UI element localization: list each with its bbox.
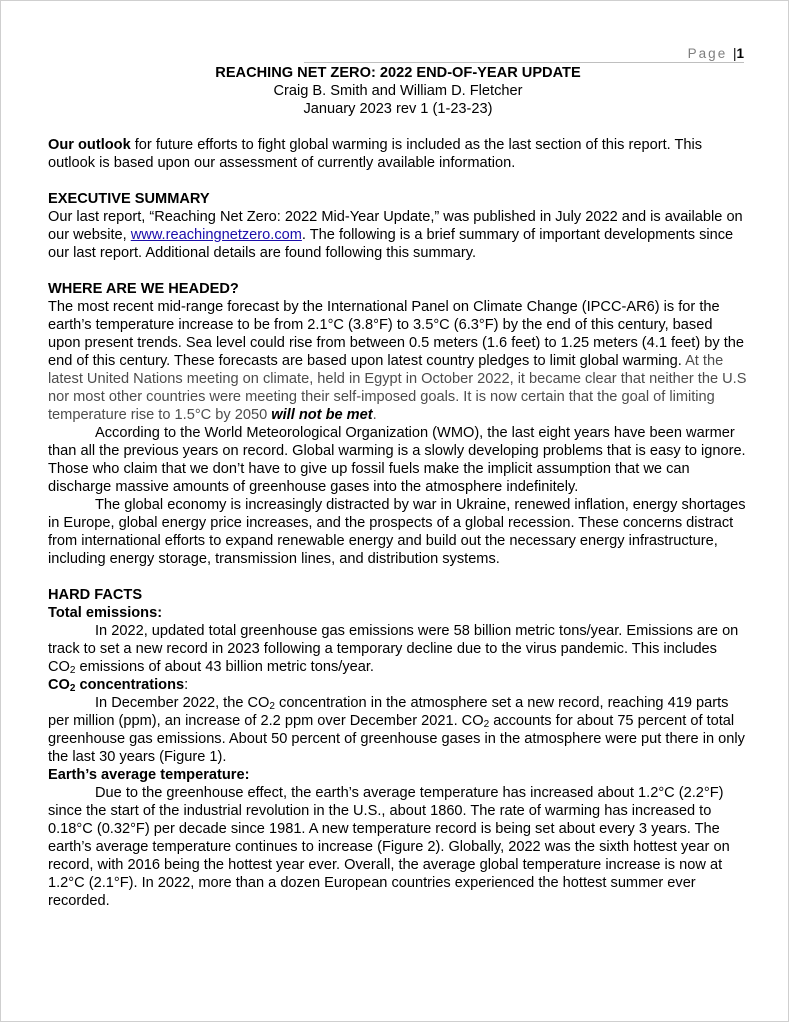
where-headed-paragraph-2: According to the World Meteorological Organization (WMO), the last eight years have been warmer than all the previous years on record. Global warming is a slowly developing problems that is easy to ignore. Those who claim that we don’t have to give up fossil fuels make the implicit assumption that we can discharge massive amounts of greenhouse gases into the atmosphere indefinitely.	[48, 425, 746, 495]
document-date: January 2023 rev 1 (1-23-23)	[303, 101, 493, 117]
temperature-heading: Earth’s average temperature:	[48, 767, 250, 783]
total-emissions-text-end: emissions of about 43 billion metric tons/year.	[75, 659, 374, 675]
subscript: 2	[269, 701, 275, 712]
hard-facts-heading: HARD FACTS	[48, 587, 143, 603]
website-link[interactable]: www.reachingnetzero.com	[130, 227, 302, 243]
co2-paragraph	[48, 694, 748, 766]
co2-text-b: concentration in the atmosphere set a new record, reaching 419 parts per million (ppm), an increase of 2.2 ppm over December 2021. CO	[48, 695, 729, 729]
page-separator: |	[732, 46, 737, 61]
document-authors: Craig B. Smith and William D. Fletcher	[273, 83, 523, 99]
page-number: 1	[736, 46, 744, 61]
exec-text-after-link: . The following is a brief summary of important developments since our last report. Additional details are found following this summary.	[48, 227, 734, 261]
outlook-lead: Our outlook	[48, 137, 131, 153]
page-number-header	[304, 46, 744, 63]
where-headed-paragraph-1	[48, 298, 748, 424]
where-headed-heading: WHERE ARE WE HEADED?	[48, 281, 239, 297]
subscript: 2	[69, 683, 76, 694]
will-not-be-met-emphasis: will not be met	[271, 407, 373, 423]
executive-summary-heading: EXECUTIVE SUMMARY	[48, 191, 210, 207]
outlook-paragraph	[48, 136, 748, 172]
document-body	[48, 64, 748, 910]
temperature-paragraph: Due to the greenhouse effect, the earth’s average temperature has increased about 1.2°C (2.2°F) since the start of the industrial revolution in the U.S., about 1860. The rate of warming has increased to 0.18°C (0.32°F) per decade since 1981. A new temperature record is being set about every 3 years. The earth’s average temperature continues to increase (Figure 2). Globally, 2022 was the sixth hottest year on record, with 2016 being the hottest year ever. Overall, the average global temperature increase is now at 1.2°C (2.1°F). In 2022, more than a dozen European countries experienced the hottest summer ever recorded.	[48, 785, 730, 909]
where-headed-paragraph-3: The global economy is increasingly distracted by war in Ukraine, renewed inflation, energy shortages in Europe, global energy price increases, and the prospects of a global recession. These concerns distract from international efforts to expand renewable energy and build out the necessary energy infrastructure, including energy storage, transmission lines, and distribution systems.	[48, 497, 746, 567]
subscript: 2	[69, 665, 76, 676]
co2-text-c: accounts for about 75 percent of total greenhouse gas emissions. About 50 percent of greenhouse gases in the atmosphere were put there in only the last 30 years (Figure 1).	[48, 713, 745, 765]
total-emissions-paragraph	[48, 622, 748, 676]
title-block	[48, 64, 748, 118]
page-label: Page	[687, 46, 728, 61]
document-title: REACHING NET ZERO: 2022 END-OF-YEAR UPDATE	[215, 65, 581, 81]
co2-heading-colon: :	[184, 677, 189, 693]
un-meeting-text: At the latest United Nations meeting on climate, held in Egypt in October 2022, it became clear that neither the U.S nor most other countries were meeting their self-imposed goals. It is now certain that the goal of limiting temperature rise to 1.5°C by 2050	[48, 353, 747, 423]
exec-text-before-link: Our last report, “Reaching Net Zero: 2022 Mid-Year Update,” was published in July 2022 and is available on our website,	[48, 209, 743, 243]
period: .	[372, 407, 377, 423]
co2-concentrations-heading	[48, 676, 748, 694]
subscript: 2	[483, 719, 490, 730]
co2-text-a: In December 2022, the CO	[95, 695, 270, 711]
executive-summary-paragraph	[48, 208, 748, 262]
co2-heading-text: CO	[48, 677, 70, 693]
forecast-text: The most recent mid-range forecast by the International Panel on Climate Change (IPCC-AR6) is for the earth’s temperature increase to be from 2.1°C (3.8°F) to 3.5°C (6.3°F) by the end of this century, based upon present trends. Sea level could rise from between 0.5 meters (1.6 feet) to 1.25 meters (4.1 feet) by the end of this century. These forecasts are based upon latest country pledges to limit global warming.	[48, 299, 745, 369]
co2-heading-text-end: concentrations	[75, 677, 185, 693]
total-emissions-text: In 2022, updated total greenhouse gas emissions were 58 billion metric tons/year. Emissions are on track to set a new record in 2023 following a temporary decline due to the virus pandemic. This includes CO	[48, 623, 739, 675]
outlook-text: for future efforts to fight global warming is included as the last section of this report. This outlook is based upon our assessment of currently available information.	[48, 137, 703, 171]
total-emissions-heading: Total emissions:	[48, 605, 163, 621]
